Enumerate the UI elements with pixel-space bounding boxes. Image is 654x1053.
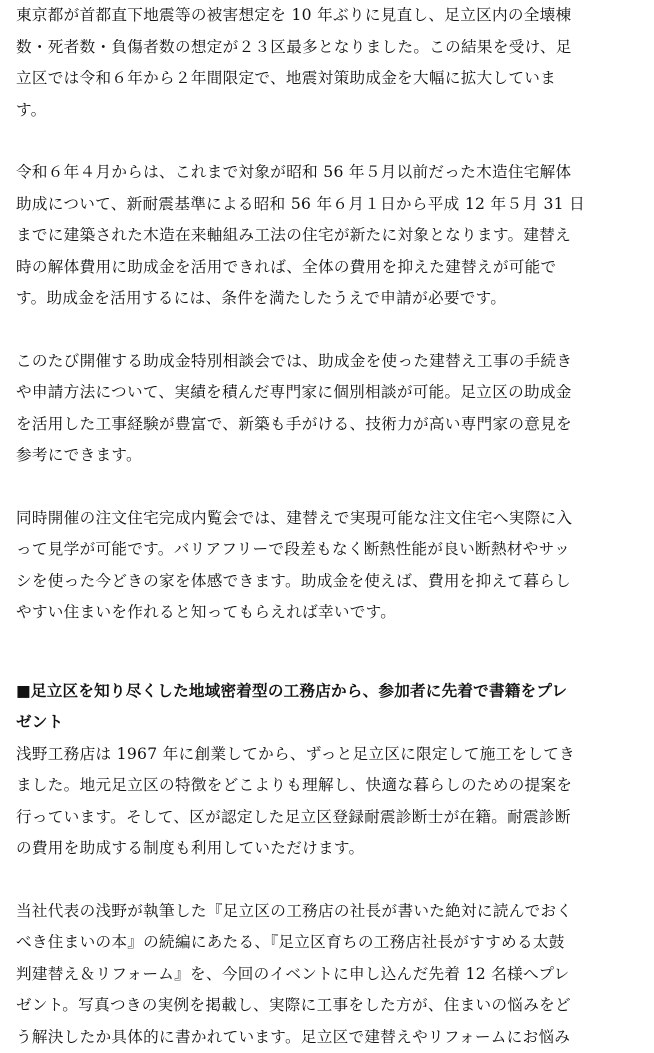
text-line: 東京都が首都直下地震等の被害想定を 10 年ぶりに見直し、足立区内の全壊棟	[16, 0, 642, 32]
paragraph-demolition-subsidy	[16, 157, 642, 315]
paragraph-consultation	[16, 346, 642, 472]
text-line: シを使った今どきの家を体感できます。助成金を使えば、費用を抑えて暮らし	[16, 566, 642, 598]
paragraph-company-intro	[16, 739, 642, 865]
text-line: の費用を助成する制度も利用していただけます。	[16, 833, 642, 865]
text-line: す。	[16, 95, 642, 127]
text-line: このたび開催する助成金特別相談会では、助成金を使った建替え工事の手続き	[16, 346, 642, 378]
paragraph-spacer	[16, 315, 642, 346]
document-page	[16, 0, 642, 1053]
text-line: 立区では令和６年から２年間限定で、地震対策助成金を大幅に拡大していま	[16, 63, 642, 95]
paragraph-spacer	[16, 629, 642, 676]
paragraph-spacer	[16, 865, 642, 896]
text-line: 行っています。そして、区が認定した足立区登録耐震診断士が在籍。耐震診断	[16, 802, 642, 834]
paragraph-spacer	[16, 472, 642, 503]
text-line: べき住まいの本』の続編にあたる、『足立区育ちの工務店社長がすすめる太鼓	[16, 927, 642, 959]
heading-line: ■足立区を知り尽くした地域密着型の工務店から、参加者に先着で書籍をプレ	[16, 676, 642, 708]
text-line: 数・死者数・負傷者数の想定が２３区最多となりました。この結果を受け、足	[16, 32, 642, 64]
text-line: う解決したか具体的に書かれています。足立区で建替えやリフォームにお悩み	[16, 1022, 642, 1053]
section-heading	[16, 676, 642, 739]
text-line: 参考にできます。	[16, 440, 642, 472]
paragraph-open-house	[16, 503, 642, 629]
text-line: を活用した工事経験が豊富で、新築も手がける、技術力が高い専門家の意見を	[16, 409, 642, 441]
text-line: す。助成金を活用するには、条件を満たしたうえで申請が必要です。	[16, 283, 642, 315]
text-line: までに建築された木造在来軸組み工法の住宅が新たに対象となります。建替え	[16, 220, 642, 252]
text-line: 浅野工務店は 1967 年に創業してから、ずっと足立区に限定して施工をしてき	[16, 739, 642, 771]
paragraph-book-gift	[16, 896, 642, 1053]
paragraph-damage-estimate	[16, 0, 642, 126]
text-line: や申請方法について、実績を積んだ専門家に個別相談が可能。足立区の助成金	[16, 377, 642, 409]
text-line: 当社代表の浅野が執筆した『足立区の工務店の社長が書いた絶対に読んでおく	[16, 896, 642, 928]
text-line: 時の解体費用に助成金を活用できれば、全体の費用を抑えた建替えが可能で	[16, 252, 642, 284]
text-line: ました。地元足立区の特徴をどこよりも理解し、快適な暮らしのための提案を	[16, 770, 642, 802]
heading-line: ゼント	[16, 707, 642, 739]
text-line: って見学が可能です。バリアフリーで段差もなく断熱性能が良い断熱材やサッ	[16, 534, 642, 566]
text-line: やすい住まいを作れると知ってもらえれば幸いです。	[16, 597, 642, 629]
text-line: 助成について、新耐震基準による昭和 56 年６月１日から平成 12 年５月 31 日	[16, 189, 642, 221]
paragraph-spacer	[16, 126, 642, 157]
text-line: 令和６年４月からは、これまで対象が昭和 56 年５月以前だった木造住宅解体	[16, 157, 642, 189]
text-line: ゼント。写真つきの実例を掲載し、実際に工事をした方が、住まいの悩みをど	[16, 990, 642, 1022]
text-line: 同時開催の注文住宅完成内覧会では、建替えで実現可能な注文住宅へ実際に入	[16, 503, 642, 535]
text-line: 判建替え＆リフォーム』を、今回のイベントに申し込んだ先着 12 名様へプレ	[16, 959, 642, 991]
